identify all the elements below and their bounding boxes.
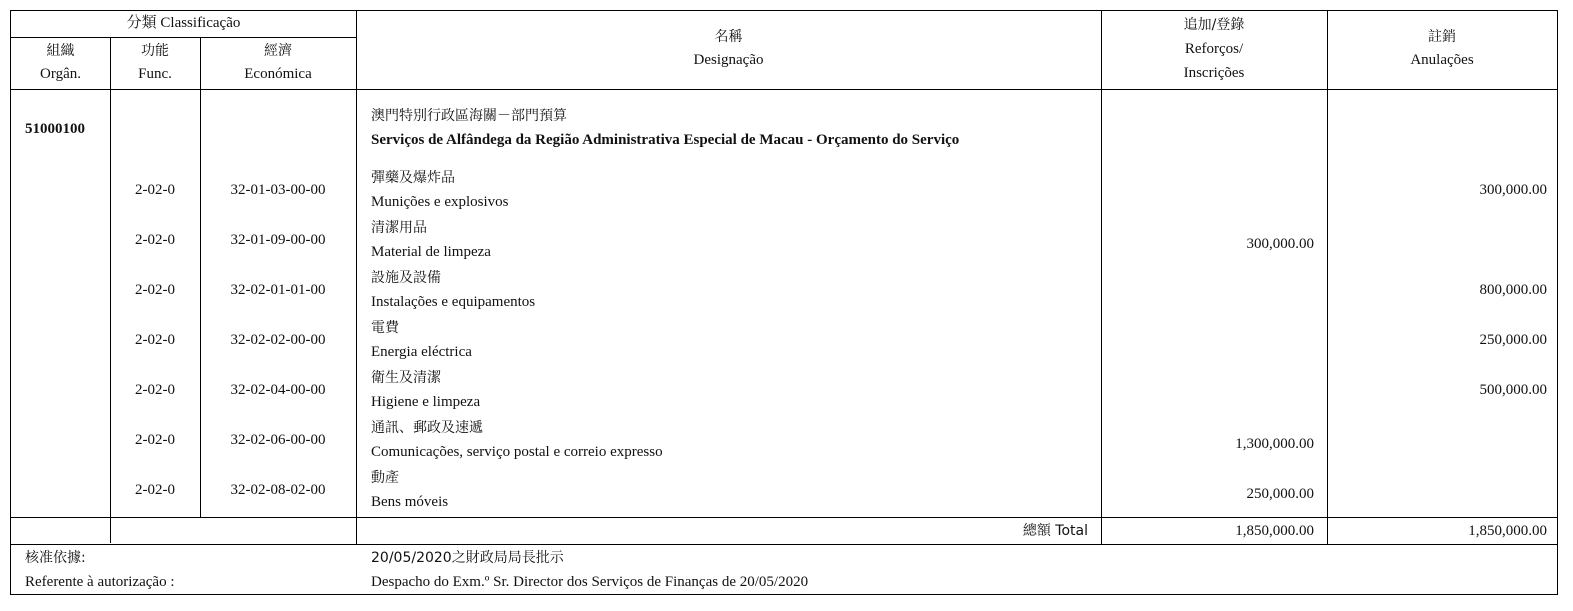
row-func-code: 2-02-0 [135,332,175,348]
budget-table [10,10,1558,595]
row-name-zh: 通訊、郵政及速遞 [371,420,483,436]
header-annul-zh: 註銷 [1428,29,1456,45]
header-bottom-rule [11,89,1557,90]
row-name-pt: Comunicações, serviço postal e correio expresso [371,444,663,460]
row-annulment: 300,000.00 [1479,182,1547,198]
row-reinforcement: 250,000.00 [1246,486,1314,502]
row-econ-code: 32-02-06-00-00 [230,432,326,448]
authorization-label-pt: Referente à autorização : [25,574,175,590]
header-desig-zh: 名稱 [714,29,743,45]
row-name-pt: Munições e explosivos [371,194,509,210]
row-func-code: 2-02-0 [135,482,175,498]
total-annulments: 1,850,000.00 [1468,523,1547,539]
organ-code: 51000100 [25,121,85,137]
row-econ-code: 32-01-03-00-00 [230,182,326,198]
row-econ-code: 32-01-09-00-00 [230,232,326,248]
row-name-pt: Bens móveis [371,494,449,510]
authorization-label-zh: 核准依據: [25,550,86,566]
total-label: 總額 Total [1022,523,1088,539]
col-divider-desig [1101,11,1102,544]
header-organ-pt: Orgân. [40,66,81,82]
header-econ-pt: Económica [244,66,312,82]
header-reinf-pt2: Inscrições [1183,65,1245,81]
row-name-zh: 衛生及清潔 [371,370,441,386]
row-func-code: 2-02-0 [135,182,175,198]
header-reinf-zh: 追加/登錄 [1183,17,1245,33]
col-divider-econ [356,11,357,544]
row-name-zh: 彈藥及爆炸品 [371,170,455,186]
organ-name-zh: 澳門特別行政區海關－部門預算 [371,108,567,124]
row-name-zh: 設施及設備 [371,270,441,286]
header-func-zh: 功能 [141,43,169,59]
header-classification: 分類 Classificação [126,15,241,31]
header-annul-pt: Anulações [1410,52,1474,68]
col-divider-reinf [1327,11,1328,544]
header-desig-pt: Designação [693,52,764,68]
organ-name-pt: Serviços de Alfândega da Região Administrativa Especial de Macau - Orçamento do Serviço [371,132,960,148]
total-reinforcements: 1,850,000.00 [1235,523,1314,539]
row-econ-code: 32-02-02-00-00 [230,332,326,348]
row-name-zh: 動產 [371,470,399,486]
total-bottom-rule [11,544,1557,545]
authorization-value-zh: 20/05/2020之財政局局長批示 [371,550,564,566]
row-econ-code: 32-02-04-00-00 [230,382,326,398]
row-func-code: 2-02-0 [135,432,175,448]
header-func-pt: Func. [138,66,172,82]
classification-underline [11,37,356,38]
row-reinforcement: 300,000.00 [1246,236,1314,252]
row-econ-code: 32-02-08-02-00 [230,482,326,498]
row-name-zh: 清潔用品 [371,220,427,236]
row-annulment: 250,000.00 [1479,332,1547,348]
row-func-code: 2-02-0 [135,282,175,298]
row-name-zh: 電費 [371,320,399,336]
total-top-rule [11,517,1557,518]
row-name-pt: Higiene e limpeza [371,394,481,410]
header-reinf-pt1: Reforços/ [1184,41,1244,57]
header-organ-zh: 組織 [46,43,75,59]
row-name-pt: Material de limpeza [371,244,491,260]
row-reinforcement: 1,300,000.00 [1235,436,1314,452]
row-annulment: 500,000.00 [1479,382,1547,398]
row-econ-code: 32-02-01-01-00 [230,282,326,298]
authorization-value-pt: Despacho do Exm.º Sr. Director dos Serviços de Finanças de 20/05/2020 [371,574,809,590]
header-econ-zh: 經濟 [264,43,292,59]
row-annulment: 800,000.00 [1479,282,1547,298]
row-func-code: 2-02-0 [135,382,175,398]
row-name-pt: Instalações e equipamentos [371,294,536,310]
row-name-pt: Energia eléctrica [371,344,472,360]
row-func-code: 2-02-0 [135,232,175,248]
